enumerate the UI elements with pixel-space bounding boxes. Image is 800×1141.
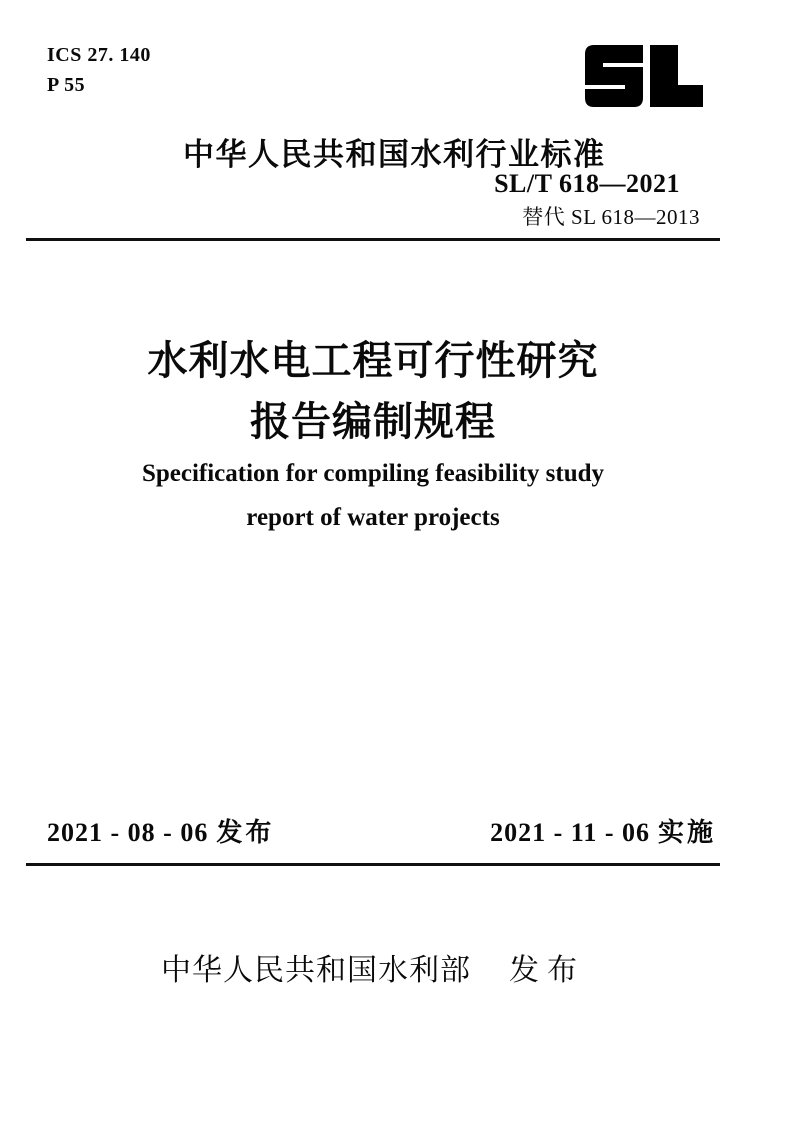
- classification-code: P 55: [47, 74, 86, 96]
- issue-date-group: [47, 812, 274, 849]
- ics-classification-block: [47, 40, 151, 100]
- standard-number: SL/T 618—2021: [494, 169, 680, 198]
- ics-code: ICS 27. 140: [47, 44, 151, 66]
- sl-logo-icon: [585, 45, 703, 107]
- main-title-cn-line2: 报告编制规程: [250, 400, 496, 444]
- issue-label: 发布: [216, 817, 275, 847]
- sl-logo: [585, 45, 703, 107]
- header-industry-standard-title: 中华人民共和国水利行业标准: [183, 137, 606, 172]
- dates-row: [26, 812, 720, 849]
- issue-date: 2021 - 08 - 06: [47, 818, 209, 847]
- publish-action: 发布: [509, 954, 585, 987]
- publisher-name: 中华人民共和国水利部: [161, 954, 471, 987]
- top-rule: [26, 238, 720, 241]
- main-title-english: [26, 452, 720, 540]
- main-title-chinese: [26, 331, 720, 453]
- publisher-line: [26, 950, 720, 992]
- implementation-label: 实施: [657, 817, 716, 847]
- main-title-en-line1: Specification for compiling feasibility study: [141, 460, 605, 487]
- implementation-date-group: [490, 812, 716, 849]
- main-title-cn-line1: 水利水电工程可行性研究: [147, 339, 599, 383]
- bottom-rule: [26, 863, 720, 866]
- main-title-en-line2: report of water projects: [246, 504, 500, 531]
- sl-logo-text: [585, 107, 586, 108]
- implementation-date: 2021 - 11 - 06: [490, 818, 650, 847]
- replaces-note: 替代 SL 618—2013: [522, 205, 700, 229]
